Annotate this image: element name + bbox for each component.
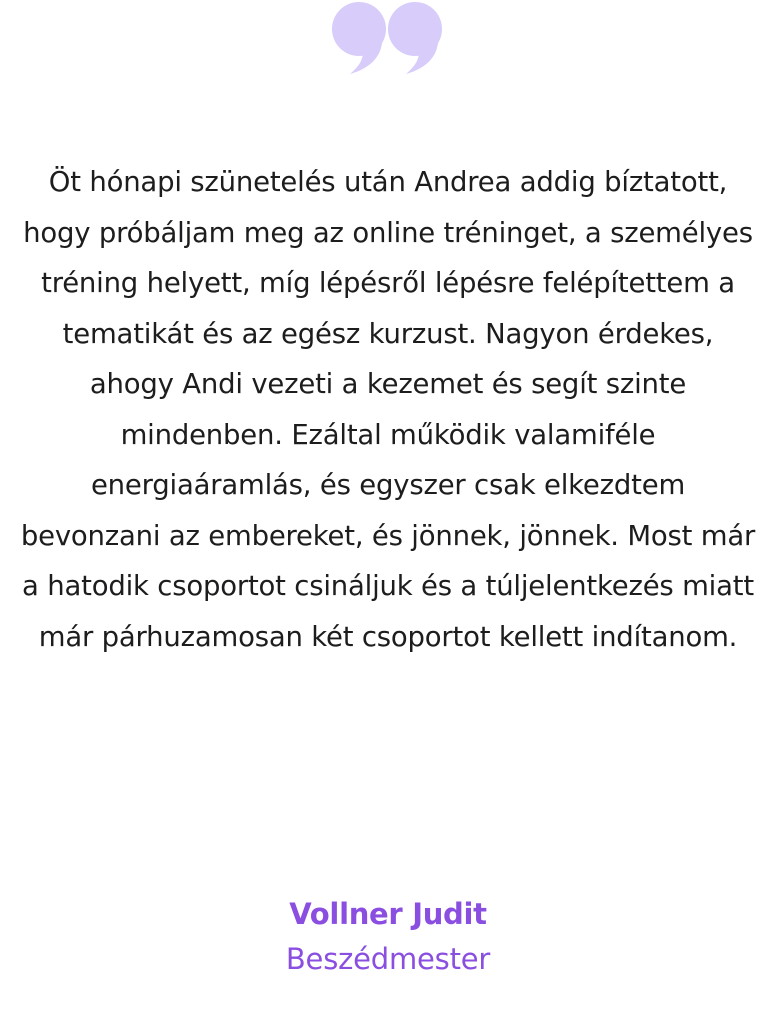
quote-text: Öt hónapi szünetelés után Andrea addig bíztatott, hogy próbáljam meg az online tréninget, a személyes tréning helyett, míg lépésről lépésre felépítettem a tematikát és az egész kurzust. Nagyon érdekes, ahogy Andi vezeti a kezemet és segít szinte mindenben. Ezáltal működik valamiféle energiaáramlás, és egyszer csak elkezdtem bevonzani az embereket, és jönnek, jönnek. Most már a hatodik csoportot csináljuk és a túljelentkezés miatt már párhuzamosan két csoportot kellett indítanom.: [20, 166, 756, 653]
author-name: Vollner Judit: [289, 897, 487, 931]
author-role: Beszédmester: [285, 942, 491, 976]
quote-icon: [330, 0, 446, 74]
